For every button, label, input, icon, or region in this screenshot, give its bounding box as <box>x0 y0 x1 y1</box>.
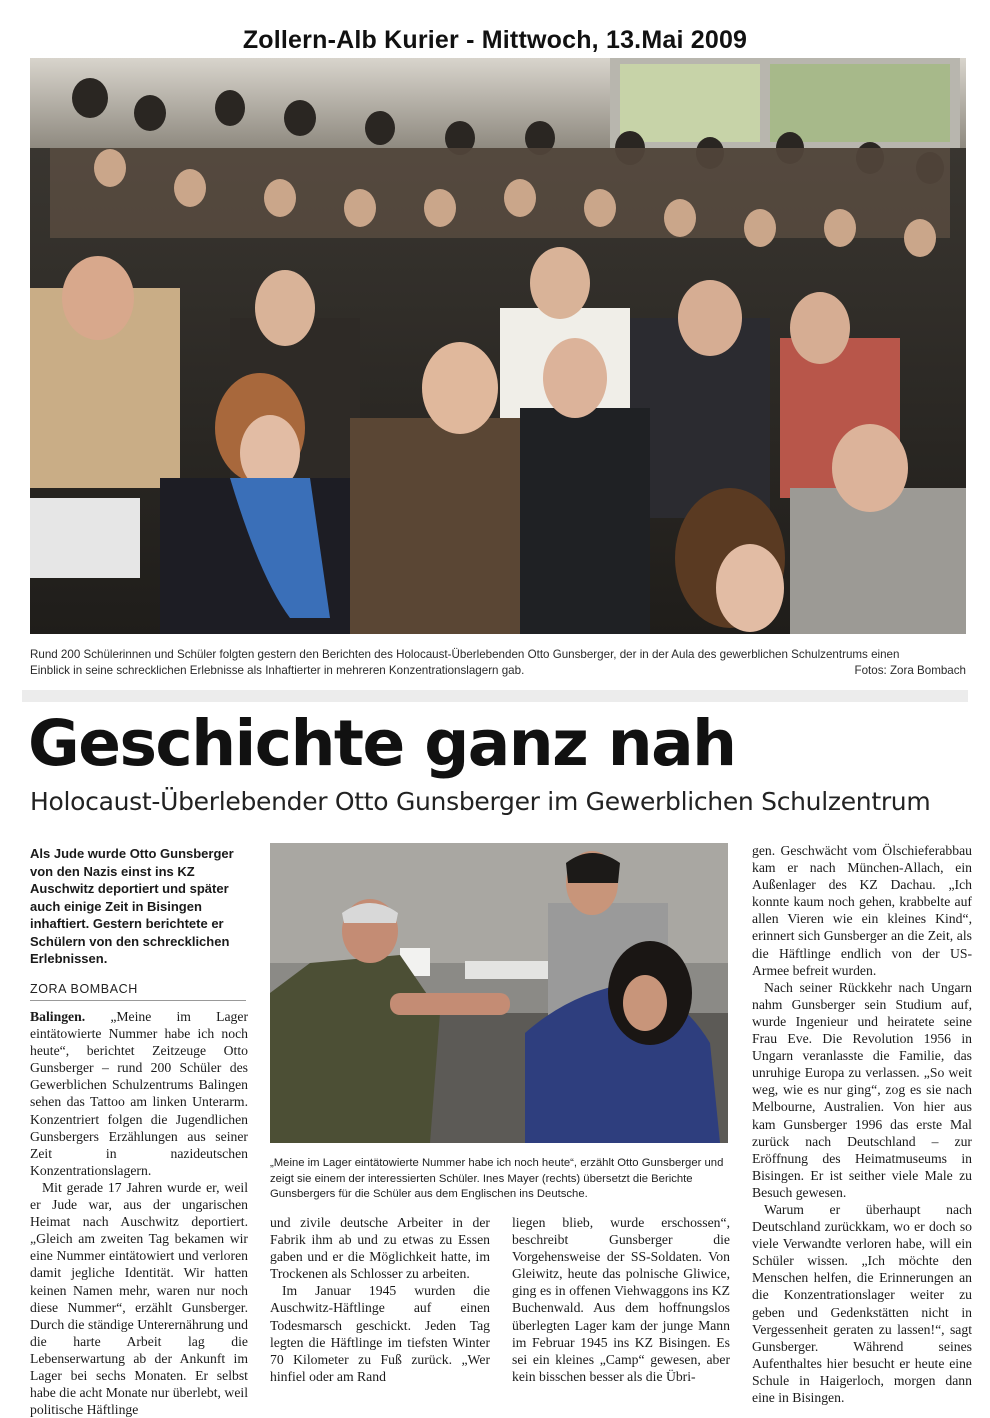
interview-photo <box>270 843 728 1143</box>
article-headline: Geschichte ganz nah <box>28 707 736 780</box>
article-subheadline: Holocaust-Überlebender Otto Gunsberger im Gewerblichen Schulzentrum <box>30 787 931 816</box>
paragraph: liegen blieb, wurde erschossen“, beschreibt Gunsberger die Vorgehensweise der SS-Soldaten. Von Gleiwitz, heute das polnische Gliwice, ging es in offenen Viehwaggons ins KZ Buchenwald. Aus dem hoffnungslos überlegten Lager kam der junge Mann im Februar 1945 ins KZ Bisingen. Es sei ein kleines „Camp“ gewesen, aber kein bisschen besser als die Übri- <box>512 1215 730 1384</box>
article-column-4 <box>752 842 972 1405</box>
interview-photo-caption: „Meine im Lager eintätowierte Nummer habe ich noch heute“, erzählt Otto Gunsberger und zeigt sie einem der interessierten Schüler. Ines Mayer (rechts) übersetzt die Berichte Gunsbergers für die Schüler aus dem Englischen ins Deutsche. <box>270 1157 724 1200</box>
paragraph: gen. Geschwächt vom Ölschieferabbau kam er nach München-Allach, ein Außenlager des KZ Dachau. „Ich konnte kaum noch gehen, krabbelte auf allen Vieren wie ein kleines Kind“, erinnert sich Gunsberger an die Zeit, als die Häftlinge endlich von der US-Armee befreit wurden. <box>752 843 972 978</box>
section-divider <box>22 690 968 702</box>
paragraph <box>30 1008 248 1179</box>
audience-photo <box>30 58 966 634</box>
top-photo-caption <box>30 647 966 679</box>
paragraph: und zivile deutsche Arbeiter in der Fabrik ihm ab und zu etwas zu Essen gaben und er die Möglichkeit hatte, im Trockenen als Schlosser zu arbeiten. <box>270 1215 490 1282</box>
audience-photo-illustration <box>30 58 966 634</box>
article-column-1 <box>30 1008 249 1418</box>
paragraph-text: „Meine im Lager eintätowierte Nummer habe ich noch heute“, berichtet Zeitzeuge Otto Gunsberger – rund 200 Schüler des Gewerblichen Schulzentrums Balingen sehen das Tattoo am linken Unterarm. Konzentriert folgen die Jugendlichen Gunsbergers Erzählungen aus seiner Zeit in nazideutschen Konzentrationslagern. <box>30 1009 249 1178</box>
paragraph: Mit gerade 17 Jahren wurde er, weil er Jude war, aus der ungarischen Heimat nach Auschwitz deportiert. „Gleich am zweiten Tag bekamen wir eine Nummer eintätowiert und verloren damit jegliche Identität. Wir hatten keinen Namen mehr, waren nur noch diese Nummer“, erzählt Gunsberger. Durch die ständige Unterernährung und die harte Arbeit lag die Lebenserwartung ab der Ankunft im Lager bei sechs Monaten. Er selbst habe die acht Monate nur überlebt, weil politische Häftlinge <box>30 1179 248 1418</box>
paragraph: Im Januar 1945 wurden die Auschwitz-Häftlinge auf einen Todesmarsch geschickt. Jeden Tag legten die Häftlinge im tiefsten Winter 70 Kilometer zu Fuß zurück. „Wer hinfiel oder am Rand <box>270 1283 490 1384</box>
article-author: ZORA BOMBACH <box>30 982 246 1001</box>
article-lead: Als Jude wurde Otto Gunsberger von den Nazis einst ins KZ Auschwitz deportiert und später auch einige Zeit in Bisingen inhaftiert. Gestern berichtete er Schülern von den schrecklichen Erlebnissen. <box>30 846 234 966</box>
article-column-3 <box>512 1214 730 1398</box>
photo-credit: Fotos: Zora Bombach <box>854 664 966 677</box>
interview-photo-illustration <box>270 843 728 1143</box>
article-column-2 <box>270 1214 490 1398</box>
paragraph: Nach seiner Rückkehr nach Ungarn nahm Gunsberger sein Studium auf, wurde Ingenieur und heiratete seine Frau Eve. Die Revolution 1956 in Ungarn veranlasste die Familie, das unruhige Europa zu verlassen. „So weit weg, wie es nur ging“, zog es sie nach Melbourne, Australien. Von hier aus kam Gunsberger 1996 das erste Mal zurück nach Deutschland – zur Eröffnung des Heimatmuseums in Bisingen. Er ist seither viele Male zu Besuch gewesen. <box>752 979 972 1200</box>
top-caption-line-1: Rund 200 Schülerinnen und Schüler folgten gestern den Berichten des Holocaust-Überlebenden Otto Gunsberger, der in der Aula des gewerblichen Schulzentrums einen <box>30 648 900 661</box>
masthead: Zollern-Alb Kurier - Mittwoch, 13.Mai 2009 <box>242 26 748 54</box>
dateline: Balingen. <box>30 1009 86 1024</box>
paragraph: Warum er überhaupt nach Deutschland zurückkam, wo er doch so viele Verwandte verloren habe, will ein Schüler wissen. „Ich möchte den Menschen helfen, die Erinnerungen an die Konzentrationslager weiter zu geben und Gedenkstätten nicht in Vergessenheit geraten zu lassen!“, sagt Gunsberger. Während seines Aufenthaltes hier besucht er heute eine Schule in Haigerloch, morgen dann eine in Bisingen. <box>752 1201 972 1405</box>
top-caption-line-2: Einblick in seine schrecklichen Erlebnisse als Inhaftierter in mehreren Konzentrationslagern gab. <box>30 664 525 677</box>
